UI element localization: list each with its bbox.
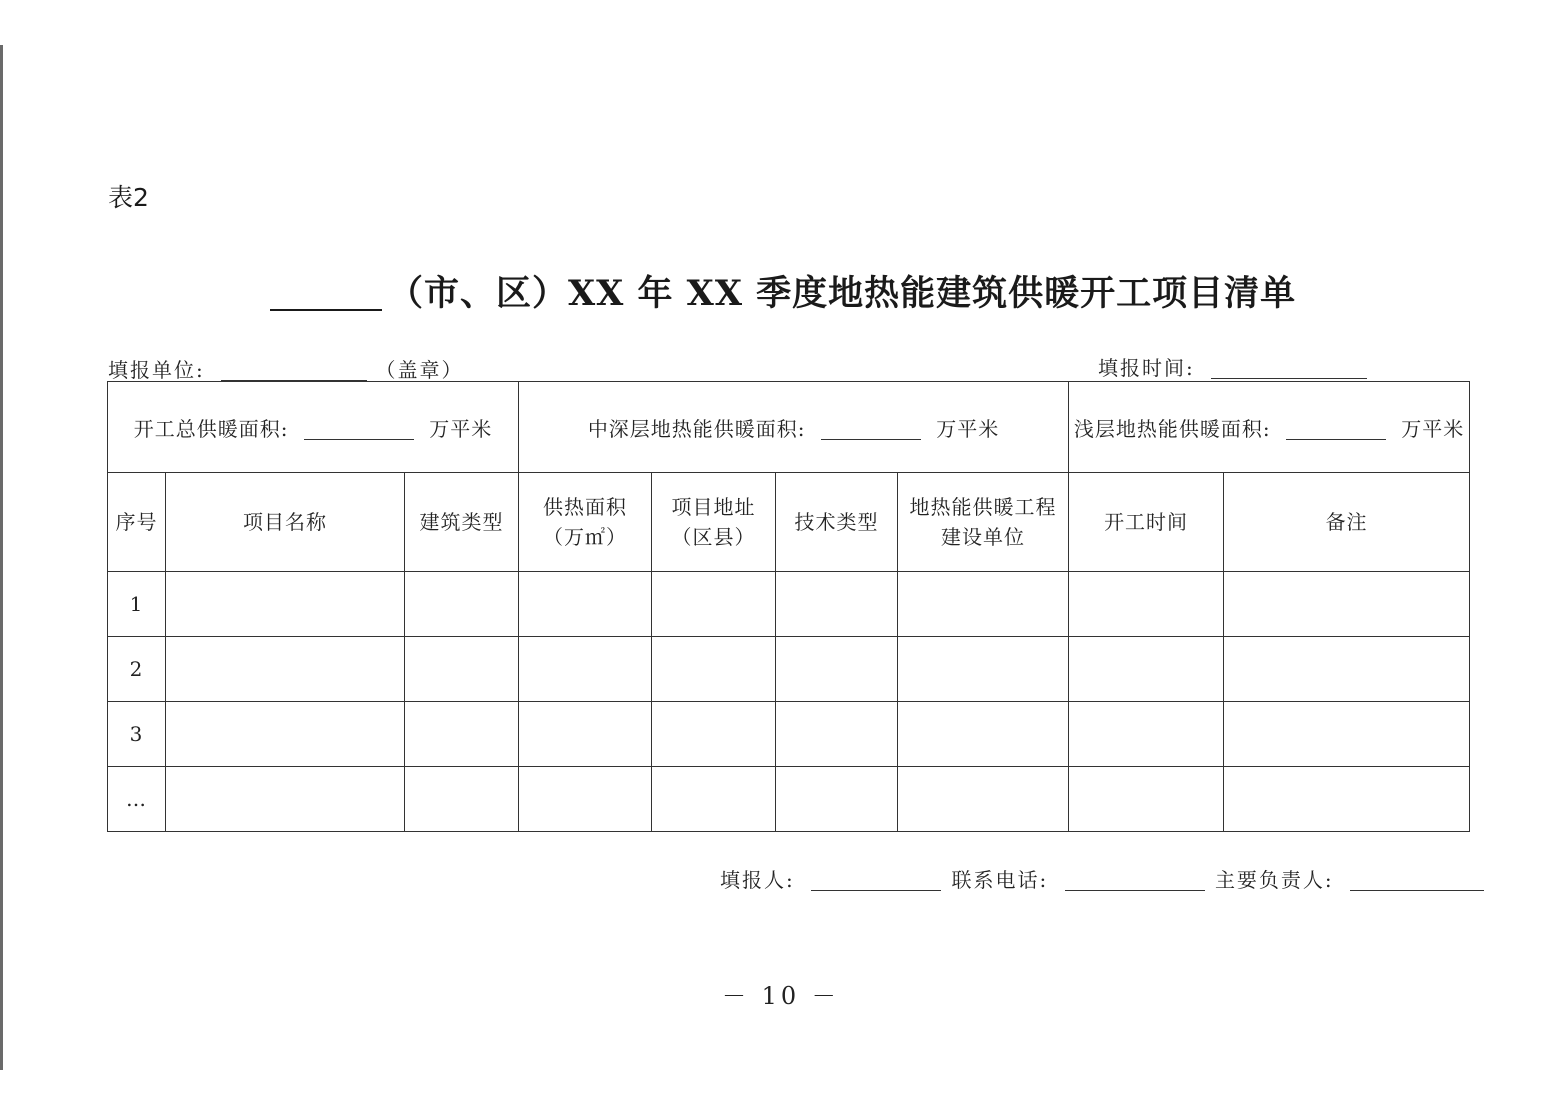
reporting-time-line bbox=[1098, 352, 1367, 381]
col-header-heating-area-line1: 供热面积 bbox=[543, 495, 628, 519]
col-header-start-time: 开工时间 bbox=[1069, 473, 1224, 572]
col-header-name: 项目名称 bbox=[166, 473, 405, 572]
col-header-tech-type: 技术类型 bbox=[776, 473, 898, 572]
table-number-label: 表2 bbox=[108, 183, 149, 212]
reporting-time-label: 填报时间: bbox=[1098, 356, 1195, 380]
table-row bbox=[108, 702, 1470, 767]
filler-field[interactable] bbox=[811, 870, 941, 891]
table-row bbox=[108, 572, 1470, 637]
phone-field[interactable] bbox=[1065, 870, 1205, 891]
col-header-builder-line2: 建设单位 bbox=[941, 525, 1026, 549]
cell-tech-type[interactable] bbox=[776, 767, 898, 832]
col-header-address-line1: 项目地址 bbox=[671, 495, 756, 519]
col-header-remarks: 备注 bbox=[1224, 473, 1470, 572]
seal-label: （盖章） bbox=[375, 358, 464, 382]
cell-remarks[interactable] bbox=[1224, 767, 1470, 832]
cell-builder[interactable] bbox=[898, 572, 1069, 637]
area-summary-row bbox=[108, 382, 1470, 473]
reporting-unit-field[interactable] bbox=[221, 360, 367, 381]
col-header-heating-area-line2: （万㎡） bbox=[543, 525, 628, 549]
cell-heating-area[interactable] bbox=[519, 702, 652, 767]
total-area-cell bbox=[108, 382, 519, 473]
table-row bbox=[108, 637, 1470, 702]
cell-name[interactable] bbox=[166, 572, 405, 637]
mid-deep-area-label: 中深层地热能供暖面积: bbox=[587, 416, 806, 441]
filler-label: 填报人: bbox=[720, 868, 795, 892]
cell-remarks[interactable] bbox=[1224, 702, 1470, 767]
cell-start-time[interactable] bbox=[1069, 637, 1224, 702]
title-text: （市、区）XX 年 XX 季度地热能建筑供暖开工项目清单 bbox=[388, 273, 1297, 314]
col-header-address-line2: （区县） bbox=[671, 525, 756, 549]
table-row bbox=[108, 767, 1470, 832]
cell-building-type[interactable] bbox=[405, 637, 519, 702]
col-header-builder bbox=[898, 473, 1069, 572]
page-scan-edge bbox=[0, 45, 3, 1070]
shallow-area-field[interactable] bbox=[1286, 419, 1386, 440]
col-header-heating-area bbox=[519, 473, 652, 572]
leader-label: 主要负责人: bbox=[1214, 868, 1334, 892]
signature-line bbox=[720, 864, 1484, 893]
cell-building-type[interactable] bbox=[405, 702, 519, 767]
mid-deep-area-unit: 万平米 bbox=[936, 416, 1000, 441]
cell-name[interactable] bbox=[166, 702, 405, 767]
col-header-builder-line1: 地热能供暖工程 bbox=[909, 495, 1057, 519]
col-header-building-type: 建筑类型 bbox=[405, 473, 519, 572]
cell-name[interactable] bbox=[166, 637, 405, 702]
cell-builder[interactable] bbox=[898, 702, 1069, 767]
row-seq: 2 bbox=[108, 637, 166, 702]
cell-address[interactable] bbox=[652, 702, 776, 767]
cell-remarks[interactable] bbox=[1224, 637, 1470, 702]
shallow-area-label: 浅层地热能供暖面积: bbox=[1073, 416, 1271, 441]
row-seq: 3 bbox=[108, 702, 166, 767]
page-number: － 10 － bbox=[722, 982, 840, 1010]
shallow-area-cell bbox=[1069, 382, 1470, 473]
row-seq: 1 bbox=[108, 572, 166, 637]
cell-heating-area[interactable] bbox=[519, 637, 652, 702]
cell-address[interactable] bbox=[652, 572, 776, 637]
cell-tech-type[interactable] bbox=[776, 572, 898, 637]
mid-deep-area-field[interactable] bbox=[821, 419, 921, 440]
cell-start-time[interactable] bbox=[1069, 572, 1224, 637]
cell-address[interactable] bbox=[652, 637, 776, 702]
leader-field[interactable] bbox=[1350, 870, 1484, 891]
document-title bbox=[270, 268, 1330, 320]
reporting-time-field[interactable] bbox=[1211, 358, 1367, 379]
total-area-label: 开工总供暖面积: bbox=[133, 416, 289, 441]
cell-tech-type[interactable] bbox=[776, 637, 898, 702]
cell-name[interactable] bbox=[166, 767, 405, 832]
cell-remarks[interactable] bbox=[1224, 572, 1470, 637]
cell-heating-area[interactable] bbox=[519, 767, 652, 832]
cell-building-type[interactable] bbox=[405, 572, 519, 637]
reporting-unit-line bbox=[108, 354, 463, 383]
col-header-address bbox=[652, 473, 776, 572]
mid-deep-area-cell bbox=[519, 382, 1069, 473]
cell-start-time[interactable] bbox=[1069, 702, 1224, 767]
column-header-row bbox=[108, 473, 1470, 572]
cell-start-time[interactable] bbox=[1069, 767, 1224, 832]
cell-tech-type[interactable] bbox=[776, 702, 898, 767]
cell-heating-area[interactable] bbox=[519, 572, 652, 637]
phone-label: 联系电话: bbox=[951, 868, 1049, 892]
total-area-unit: 万平米 bbox=[429, 416, 493, 441]
reporting-unit-label: 填报单位: bbox=[108, 358, 205, 382]
cell-address[interactable] bbox=[652, 767, 776, 832]
title-city-blank[interactable] bbox=[270, 273, 382, 311]
row-seq: … bbox=[108, 767, 166, 832]
col-header-seq: 序号 bbox=[108, 473, 166, 572]
project-list-table bbox=[107, 381, 1470, 832]
total-area-field[interactable] bbox=[304, 419, 414, 440]
cell-builder[interactable] bbox=[898, 637, 1069, 702]
shallow-area-unit: 万平米 bbox=[1401, 416, 1465, 441]
cell-builder[interactable] bbox=[898, 767, 1069, 832]
cell-building-type[interactable] bbox=[405, 767, 519, 832]
